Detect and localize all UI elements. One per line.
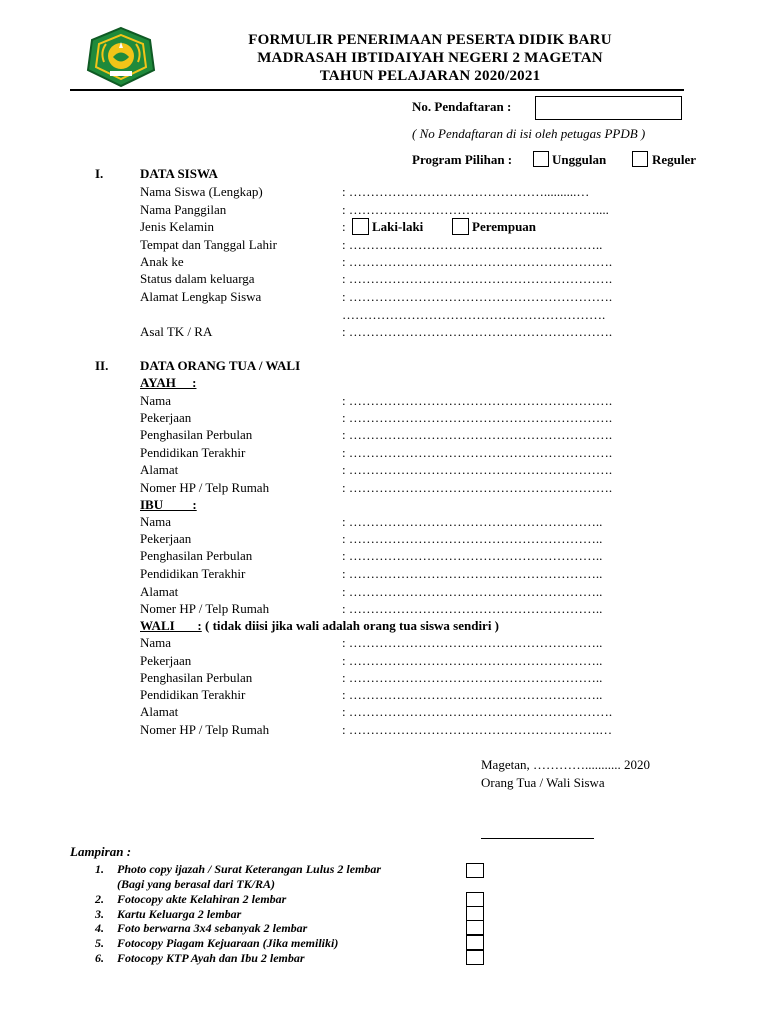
lampiran-item-subtext: (Bagi yang berasal dari TK/RA) <box>117 877 276 891</box>
field-value: : <box>342 219 346 234</box>
field-value[interactable]: : ……………………………………………………. <box>342 254 613 269</box>
field-value[interactable]: : ……………………………………………………. <box>342 324 613 339</box>
field-value[interactable]: : ……………………………………………………. <box>342 271 613 286</box>
lampiran-item-number: 3. <box>95 907 104 921</box>
field-label: Penghasilan Perbulan <box>140 427 253 442</box>
field-label: Pekerjaan <box>140 410 192 425</box>
lampiran-item-text: Foto berwarna 3x4 sebanyak 2 lembar <box>117 921 308 935</box>
field-value[interactable]: : ………………………………………………….. <box>342 566 603 581</box>
program-unggulan-label: Unggulan <box>552 152 607 167</box>
field-label: Jenis Kelamin <box>140 219 215 234</box>
registration-note: ( No Pendaftaran di isi oleh petugas PPDB ) <box>412 126 646 141</box>
program-reguler-label: Reguler <box>652 152 697 167</box>
lampiran-item-number: 4. <box>95 921 104 935</box>
field-label: Anak ke <box>140 254 184 269</box>
academic-year: TAHUN PELAJARAN 2020/2021 <box>319 68 541 84</box>
lampiran-item-number: 2. <box>95 892 104 906</box>
lampiran-item-text: Fotocopy Piagam Kejuaraan (Jika memiliki) <box>117 936 339 950</box>
section2-title: DATA ORANG TUA / WALI <box>140 358 301 373</box>
field-value[interactable]: ……………………………………………………. <box>342 307 606 322</box>
lampiran-item-number: 1. <box>95 862 104 876</box>
section1-number: I. <box>95 166 104 181</box>
field-label: Penghasilan Perbulan <box>140 670 253 685</box>
field-value[interactable]: : ………………………………………………….... <box>342 202 609 217</box>
lampiran-checkbox[interactable] <box>466 863 484 878</box>
lampiran-item-text: Fotocopy akte Kelahiran 2 lembar <box>117 892 287 906</box>
form-title: FORMULIR PENERIMAAN PESERTA DIDIK BARU <box>248 32 612 48</box>
lampiran-title: Lampiran : <box>70 844 132 859</box>
field-value[interactable]: : ………………………………………………….… <box>342 722 613 737</box>
field-label: Nama Panggilan <box>140 202 227 217</box>
field-value[interactable]: : ………………………………………………….. <box>342 635 603 650</box>
field-value[interactable]: : ……………………………………………………. <box>342 704 613 719</box>
field-label: Alamat <box>140 462 179 477</box>
school-name: MADRASAH IBTIDAIYAH NEGERI 2 MAGETAN <box>257 50 603 66</box>
field-label: Nama <box>140 514 172 529</box>
field-label: Nomer HP / Telp Rumah <box>140 722 270 737</box>
field-label: Pekerjaan <box>140 531 192 546</box>
field-value[interactable]: : ………………………………………………….. <box>342 531 603 546</box>
field-label: Asal TK / RA <box>140 324 213 339</box>
field-value[interactable]: : ………………………………………..........… <box>342 184 590 199</box>
field-label: Status dalam keluarga <box>140 271 255 286</box>
lampiran-checkbox[interactable] <box>466 950 484 965</box>
field-value[interactable]: : ………………………………………………….. <box>342 514 603 529</box>
lampiran-checkbox[interactable] <box>466 906 484 921</box>
field-label: Alamat <box>140 584 179 599</box>
field-value[interactable]: : ……………………………………………………. <box>342 393 613 408</box>
field-label: Nama <box>140 635 172 650</box>
field-label: Pendidikan Terakhir <box>140 687 246 702</box>
signature-role: Orang Tua / Wali Siswa <box>481 775 605 790</box>
field-value[interactable]: : ……………………………………………………. <box>342 480 613 495</box>
field-value[interactable]: : ……………………………………………………. <box>342 462 613 477</box>
gender-perempuan-label: Perempuan <box>472 219 537 234</box>
registration-number-field[interactable] <box>535 96 682 120</box>
field-label: Pendidikan Terakhir <box>140 566 246 581</box>
field-value[interactable]: : ……………………………………………………. <box>342 289 613 304</box>
field-value[interactable]: : ………………………………………………….. <box>342 670 603 685</box>
lampiran-checkbox[interactable] <box>466 920 484 935</box>
gender-laki-label: Laki-laki <box>372 219 424 234</box>
lampiran-item-number: 6. <box>95 951 104 965</box>
lampiran-item-text: Fotocopy KTP Ayah dan Ibu 2 lembar <box>117 951 305 965</box>
field-value[interactable]: : ………………………………………………….. <box>342 687 603 702</box>
section2-number: II. <box>95 358 109 373</box>
signature-place-date: Magetan, …………........... 2020 <box>481 757 650 772</box>
ayah-heading: AYAH : <box>140 375 197 390</box>
lampiran-checkbox[interactable] <box>466 892 484 907</box>
field-value[interactable]: : ………………………………………………….. <box>342 653 603 668</box>
field-value[interactable]: : ……………………………………………………. <box>342 427 613 442</box>
wali-heading: WALI : ( tidak diisi jika wali adalah orang tua siswa sendiri ) <box>140 618 500 633</box>
field-label: Pendidikan Terakhir <box>140 445 246 460</box>
gender-laki-checkbox[interactable] <box>352 218 369 235</box>
field-label: Nama <box>140 393 172 408</box>
field-value[interactable]: : ……………………………………………………. <box>342 410 613 425</box>
registration-label: No. Pendaftaran : <box>412 99 512 114</box>
program-unggulan-checkbox[interactable] <box>533 151 549 167</box>
section1-title: DATA SISWA <box>140 166 218 181</box>
field-value[interactable]: : ………………………………………………….. <box>342 237 603 252</box>
field-label: Alamat Lengkap Siswa <box>140 289 262 304</box>
field-label: Pekerjaan <box>140 653 192 668</box>
field-label: Nomer HP / Telp Rumah <box>140 480 270 495</box>
lampiran-item-text: Kartu Keluarga 2 lembar <box>117 907 242 921</box>
lampiran-item-number: 5. <box>95 936 104 950</box>
field-label: Nama Siswa (Lengkap) <box>140 184 263 199</box>
field-value[interactable]: : ………………………………………………….. <box>342 548 603 563</box>
field-label: Nomer HP / Telp Rumah <box>140 601 270 616</box>
field-label: Penghasilan Perbulan <box>140 548 253 563</box>
field-label: Tempat dan Tanggal Lahir <box>140 237 277 252</box>
header-divider <box>70 89 684 91</box>
program-reguler-checkbox[interactable] <box>632 151 648 167</box>
field-label: Alamat <box>140 704 179 719</box>
lampiran-item-text: Photo copy ijazah / Surat Keterangan Lulus 2 lembar <box>117 862 382 876</box>
ibu-heading: IBU : <box>140 497 197 512</box>
field-value[interactable]: : ………………………………………………….. <box>342 584 603 599</box>
kemenag-logo-icon <box>86 26 156 88</box>
signature-line <box>481 838 594 839</box>
field-value[interactable]: : ………………………………………………….. <box>342 601 603 616</box>
gender-perempuan-checkbox[interactable] <box>452 218 469 235</box>
field-value[interactable]: : ……………………………………………………. <box>342 445 613 460</box>
program-label: Program Pilihan : <box>412 152 513 167</box>
lampiran-checkbox[interactable] <box>466 935 484 950</box>
